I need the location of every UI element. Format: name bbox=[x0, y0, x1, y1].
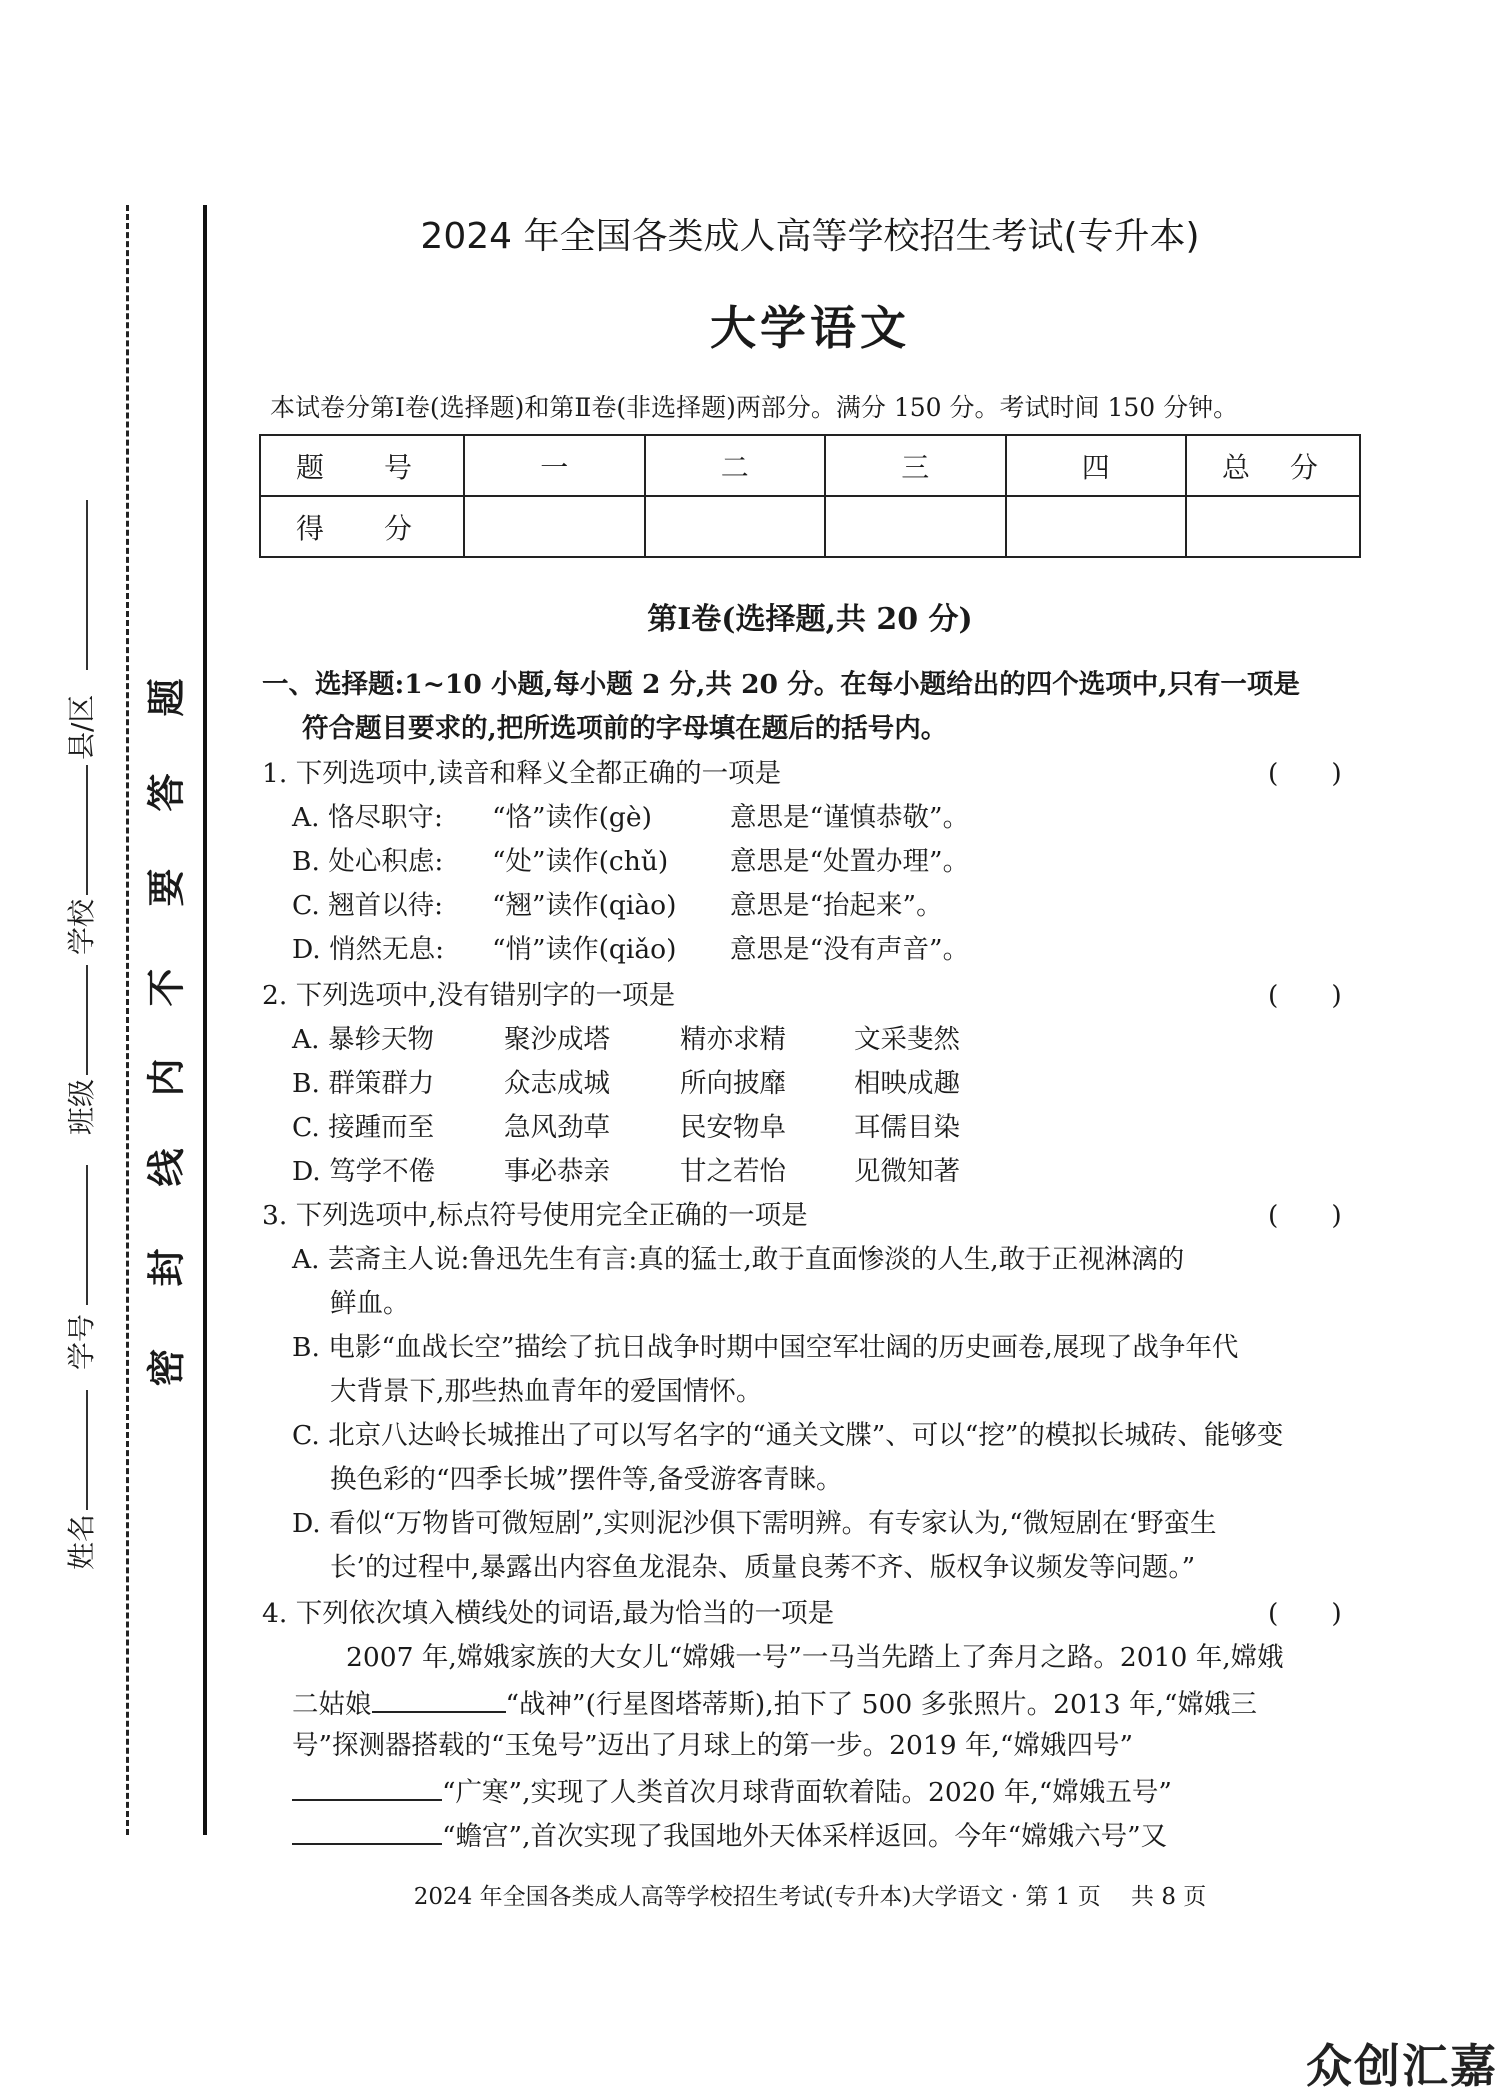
page-footer: 2024 年全国各类成人高等学校招生考试(专升本)大学语文 · 第 1 页 共 8 页 bbox=[413, 1884, 1207, 1910]
q1-option-c bbox=[292, 889, 943, 923]
q4-fill-blank-2[interactable] bbox=[292, 1773, 442, 1801]
seal-char: 密 bbox=[144, 1348, 189, 1387]
q2-option-word: 耳儒目染 bbox=[854, 1112, 960, 1143]
q4-passage-text: “蟾宫”,首次实现了我国地外天体采样返回。今年“嫦娥六号”又 bbox=[442, 1821, 1168, 1852]
margin-label-student-id: 学号 bbox=[65, 1313, 98, 1370]
exam-note: 本试卷分第Ⅰ卷(选择题)和第Ⅱ卷(非选择题)两部分。满分 150 分。考试时间 150 分钟。 bbox=[270, 393, 1239, 422]
margin-label-name: 姓名 bbox=[65, 1513, 98, 1570]
subject-title: 大学语文 bbox=[710, 301, 910, 355]
score-table bbox=[259, 434, 1361, 558]
q4-passage-text: “战神”(行星图塔蒂斯),拍下了 500 多张照片。2013 年,“嫦娥三 bbox=[505, 1689, 1257, 1720]
score-cell-empty[interactable] bbox=[1006, 496, 1187, 557]
q1-answer-paren[interactable]: ( ) bbox=[1268, 758, 1342, 789]
q2-option-word: B. 群策群力 bbox=[292, 1068, 435, 1099]
q2-option-word: A. 暴轸天物 bbox=[292, 1024, 434, 1055]
seal-char: 不 bbox=[144, 968, 189, 1007]
q2-option-word: 精亦求精 bbox=[680, 1024, 786, 1055]
score-cell-header: 二 bbox=[645, 435, 826, 496]
score-cell-header: 总 分 bbox=[1186, 435, 1360, 496]
q2-option-word: 相映成趣 bbox=[854, 1068, 960, 1099]
q3-option-d-cont: 长’的过程中,暴露出内容鱼龙混杂、质量良莠不齐、版权争议频发等问题。” bbox=[330, 1552, 1196, 1583]
section-instruction: 符合题目要求的,把所选项前的字母填在题后的括号内。 bbox=[302, 713, 948, 744]
q1-option-b-word: B. 处心积虑: bbox=[292, 846, 444, 877]
binding-solid-line bbox=[203, 205, 207, 1835]
q1-option-d-reading: “悄”读作(qiǎo) bbox=[492, 934, 677, 965]
q4-passage-line bbox=[292, 1817, 1167, 1854]
score-cell-label: 题 号 bbox=[260, 435, 464, 496]
q4-passage-line bbox=[292, 1685, 1257, 1722]
margin-label-county: 县/区 bbox=[65, 694, 98, 760]
name-blank bbox=[86, 1390, 88, 1510]
score-cell-header: 一 bbox=[464, 435, 645, 496]
q4-passage-line: 号”探测器搭载的“玉兔号”迈出了月球上的第一步。2019 年,“嫦娥四号” bbox=[292, 1730, 1134, 1761]
watermark-logo: 众创汇嘉 bbox=[1306, 2039, 1498, 2093]
q2-option-word: 文采斐然 bbox=[854, 1024, 960, 1055]
margin-label-class: 班级 bbox=[65, 1078, 98, 1135]
q3-option-c-cont: 换色彩的“四季长城”摆件等,备受游客青睐。 bbox=[330, 1464, 843, 1495]
q4-passage-line: 2007 年,嫦娥家族的大女儿“嫦娥一号”一马当先踏上了奔月之路。2010 年,嫦娥 bbox=[346, 1642, 1284, 1673]
q2-option-word: 民安物阜 bbox=[680, 1112, 786, 1143]
q1-option-b bbox=[292, 845, 969, 879]
score-cell-header: 四 bbox=[1006, 435, 1187, 496]
q3-option-d-line: D. 看似“万物皆可微短剧”,实则泥沙俱下需明辨。有专家认为,“微短剧在‘野蛮生 bbox=[292, 1508, 1217, 1539]
q2-option-word: 甘之若怡 bbox=[680, 1156, 786, 1187]
q1-option-a-meaning: 意思是“谨慎恭敬”。 bbox=[730, 802, 970, 833]
q3-option-b-line: B. 电影“血战长空”描绘了抗日战争时期中国空军壮阔的历史画卷,展现了战争年代 bbox=[292, 1332, 1239, 1363]
q4-passage-text: 二姑娘 bbox=[292, 1689, 372, 1720]
q1-option-d-meaning: 意思是“没有声音”。 bbox=[730, 934, 970, 965]
q3-stem: 3. 下列选项中,标点符号使用完全正确的一项是 bbox=[262, 1200, 808, 1231]
q4-passage-text: “广寒”,实现了人类首次月球背面软着陆。2020 年,“嫦娥五号” bbox=[442, 1777, 1172, 1808]
q4-passage-line bbox=[292, 1773, 1172, 1810]
q1-option-c-reading: “翘”读作(qiào) bbox=[492, 890, 677, 921]
section-title: 第Ⅰ卷(选择题,共 20 分) bbox=[647, 602, 973, 637]
q2-option-word: 聚沙成塔 bbox=[504, 1024, 610, 1055]
q2-answer-paren[interactable]: ( ) bbox=[1268, 980, 1342, 1011]
seal-char: 线 bbox=[144, 1148, 189, 1187]
q1-option-d-word: D. 悄然无息: bbox=[292, 934, 445, 965]
q3-answer-paren[interactable]: ( ) bbox=[1268, 1200, 1342, 1231]
q4-stem: 4. 下列依次填入横线处的词语,最为恰当的一项是 bbox=[262, 1598, 835, 1629]
q1-option-b-reading: “处”读作(chǔ) bbox=[492, 846, 669, 877]
q3-option-a-cont: 鲜血。 bbox=[330, 1288, 410, 1319]
county-blank bbox=[86, 500, 88, 670]
q2-option-a bbox=[292, 1023, 960, 1057]
q1-option-b-meaning: 意思是“处置办理”。 bbox=[730, 846, 970, 877]
q4-answer-paren[interactable]: ( ) bbox=[1268, 1598, 1342, 1629]
q3-option-b-cont: 大背景下,那些热血青年的爱国情怀。 bbox=[330, 1376, 763, 1407]
q3-option-c-line: C. 北京八达岭长城推出了可以写名字的“通关文牒”、可以“挖”的模拟长城砖、能够变 bbox=[292, 1420, 1284, 1451]
q2-option-c bbox=[292, 1111, 960, 1145]
q1-option-a-word: A. 恪尽职守: bbox=[292, 802, 443, 833]
q4-fill-blank-3[interactable] bbox=[292, 1817, 442, 1845]
q1-option-c-word: C. 翘首以待: bbox=[292, 890, 444, 921]
score-cell-empty[interactable] bbox=[825, 496, 1006, 557]
seal-char: 封 bbox=[144, 1248, 189, 1287]
q2-option-d bbox=[292, 1155, 960, 1189]
score-table-score-row bbox=[260, 496, 1360, 557]
q2-option-b bbox=[292, 1067, 960, 1101]
exam-title: 2024 年全国各类成人高等学校招生考试(专升本) bbox=[420, 216, 1200, 257]
q2-option-word: 急风劲草 bbox=[504, 1112, 610, 1143]
binding-dashed-line bbox=[126, 205, 129, 1835]
q3-option-a-line: A. 芸斋主人说:鲁迅先生有言:真的猛士,敢于直面惨淡的人生,敢于正视淋漓的 bbox=[292, 1244, 1185, 1275]
q1-option-a bbox=[292, 801, 969, 835]
q4-fill-blank-1[interactable] bbox=[372, 1685, 506, 1713]
q2-option-word: 所向披靡 bbox=[680, 1068, 786, 1099]
margin-label-school: 学校 bbox=[65, 898, 98, 955]
score-cell-empty[interactable] bbox=[464, 496, 645, 557]
school-blank bbox=[86, 765, 88, 895]
score-cell-label: 得 分 bbox=[260, 496, 464, 557]
q1-option-d bbox=[292, 933, 969, 967]
score-cell-empty[interactable] bbox=[645, 496, 826, 557]
q1-stem: 1. 下列选项中,读音和释义全都正确的一项是 bbox=[262, 758, 782, 789]
seal-char: 内 bbox=[144, 1058, 189, 1097]
seal-char: 要 bbox=[144, 868, 189, 907]
q2-option-word: C. 接踵而至 bbox=[292, 1112, 435, 1143]
q2-option-word: D. 笃学不倦 bbox=[292, 1156, 436, 1187]
score-cell-empty[interactable] bbox=[1186, 496, 1360, 557]
score-table-header-row bbox=[260, 435, 1360, 496]
q2-option-word: 事必恭亲 bbox=[504, 1156, 610, 1187]
seal-char: 题 bbox=[144, 678, 189, 717]
q2-option-word: 众志成城 bbox=[504, 1068, 610, 1099]
class-blank bbox=[86, 965, 88, 1075]
score-cell-header: 三 bbox=[825, 435, 1006, 496]
section-instruction: 一、选择题:1~10 小题,每小题 2 分,共 20 分。在每小题给出的四个选项中,只有一项是 bbox=[262, 669, 1300, 700]
student-id-blank bbox=[86, 1165, 88, 1305]
q2-stem: 2. 下列选项中,没有错别字的一项是 bbox=[262, 980, 676, 1011]
q1-option-c-meaning: 意思是“抬起来”。 bbox=[730, 890, 943, 921]
q1-option-a-reading: “恪”读作(gè) bbox=[492, 802, 652, 833]
q2-option-word: 见微知著 bbox=[854, 1156, 960, 1187]
seal-char: 答 bbox=[144, 773, 189, 812]
